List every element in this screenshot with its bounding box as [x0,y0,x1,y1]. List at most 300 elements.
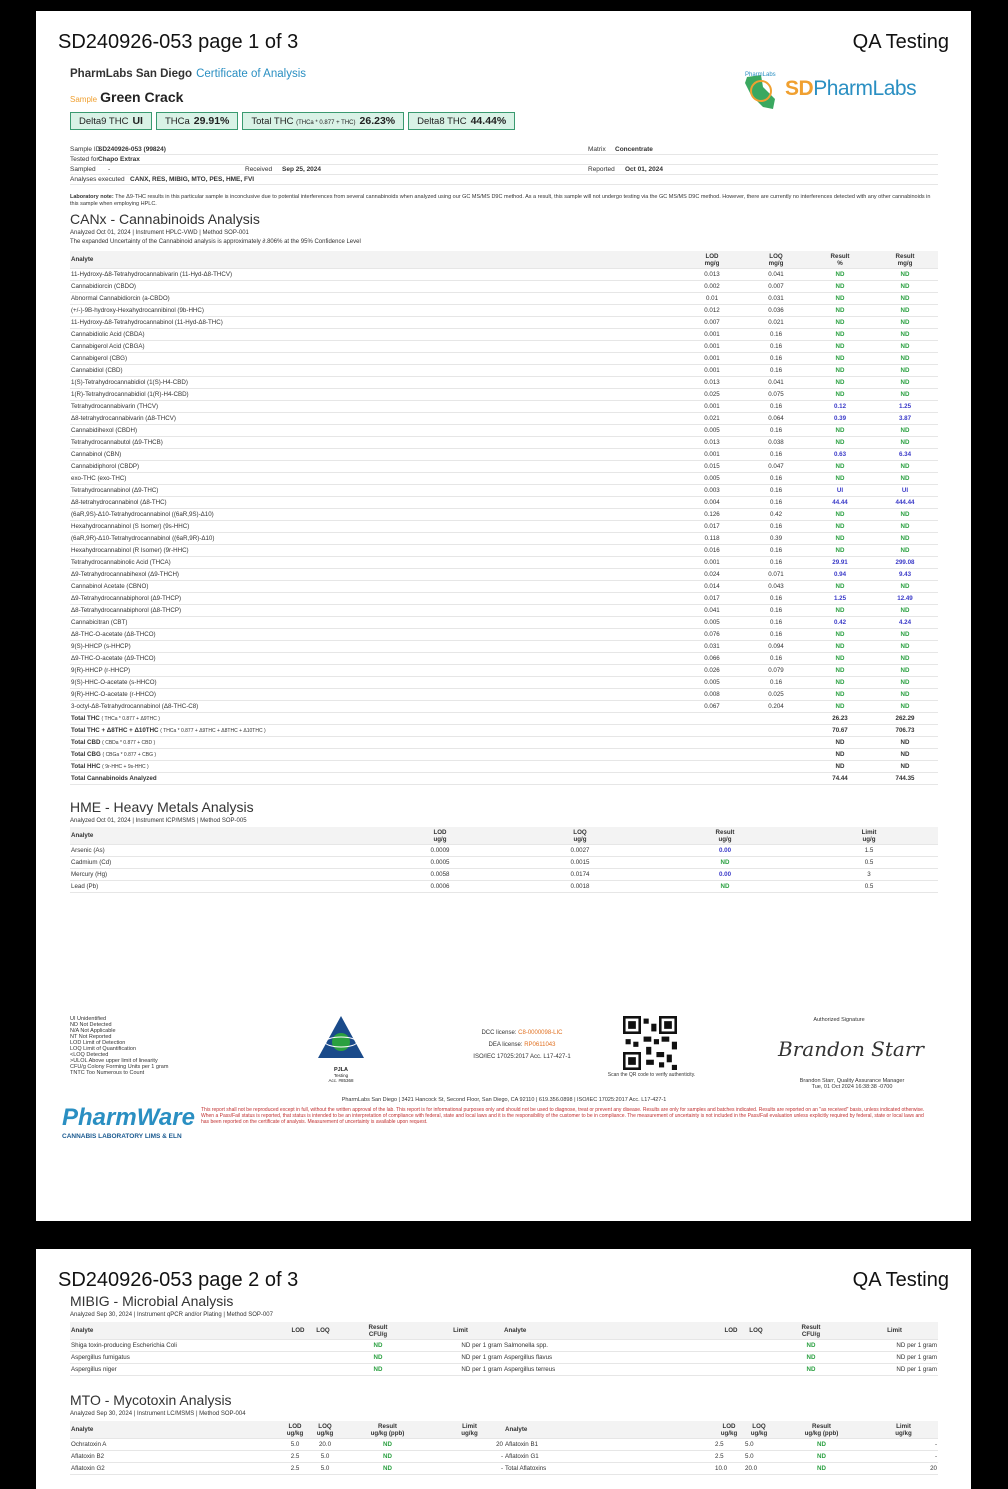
table-cell: 0.001 [680,557,744,569]
pharmware-tagline: CANNABIS LABORATORY LIMS & ELN [62,1133,182,1140]
total-formula: ( CBGa * 0.877 + CBG ) [102,752,157,758]
table-cell: 6.34 [872,449,938,461]
table-cell: 10.0 [714,1463,744,1475]
table-cell: Arsenic (As) [70,845,370,857]
table-cell: ND [340,1439,435,1451]
total-formula: ( THCa * 0.877 + Δ9THC + Δ8THC + Δ10THC ) [160,728,266,734]
table-row [70,1364,938,1376]
table-row [70,425,938,437]
info-row [70,145,938,155]
legend-item: >ULOL Above upper limit of linearity [70,1058,158,1064]
table-cell [741,1352,771,1364]
pill-label: Delta8 THC [417,116,467,127]
table-row [70,617,938,629]
table-cell: 0.001 [680,341,744,353]
table-cell: Cannabidihexol (CBDH) [70,425,680,437]
table-cell: ND [771,1364,851,1376]
table-row [70,1463,938,1475]
table-row [70,1352,938,1364]
table-cell [744,737,808,749]
table-cell: ND per 1 gram [851,1340,938,1352]
table-cell: 0.071 [744,569,808,581]
table-cell: 2.5 [714,1439,744,1451]
table-cell: 0.16 [744,545,808,557]
table-cell: 9(R)-HHC-O-acetate (r-HHCO) [70,689,680,701]
column-header: LOD ug/g [370,827,510,845]
table-cell: Cannabidiolic Acid (CBDA) [70,329,680,341]
table-cell: 1(S)-Tetrahydrocannabidiol (1(S)-H4-CBD) [70,377,680,389]
table-cell: ND [872,581,938,593]
dcc-value: C8-0000098-LIC [518,1030,563,1036]
column-header: Analyte [70,251,680,269]
table-cell: 0.017 [680,593,744,605]
column-header: Result mg/g [872,251,938,269]
table-cell: 9.43 [872,569,938,581]
column-header: Analyte [504,1421,714,1439]
table-cell: 0.204 [744,701,808,713]
pjla-badge [316,1014,366,1084]
table-cell: ND [338,1352,418,1364]
table-row [70,353,938,365]
table-row [70,509,938,521]
table-cell [308,1364,338,1376]
table-cell: ND [808,689,872,701]
lab-name-text: PharmLabs San Diego [70,68,193,80]
table-cell: 0.001 [680,329,744,341]
table-row [70,593,938,605]
column-header: Limit ug/kg [869,1421,938,1439]
column-header: LOD [288,1322,308,1340]
table-cell: 0.0005 [370,857,510,869]
table-cell [721,1340,741,1352]
legend-item: <LOQ Detected [70,1052,109,1058]
canx-table [70,251,938,785]
table-row [70,605,938,617]
table-cell: 0.16 [744,401,808,413]
sampled-label: Sampled [70,166,96,173]
table-row [70,869,938,881]
table-cell: ND [774,1463,869,1475]
table-cell [721,1364,741,1376]
table-cell: 29.91 [808,557,872,569]
table-cell: ND [808,353,872,365]
table-cell: 0.007 [744,281,808,293]
pill-value: 44.44% [470,115,507,127]
table-cell: Cannabicitran (CBT) [70,617,680,629]
table-cell: ND [872,509,938,521]
column-header: Analyte [70,1421,280,1439]
table-row [70,449,938,461]
table-cell: 0.041 [680,605,744,617]
table-cell: 9(S)-HHC-O-acetate (s-HHCO) [70,677,680,689]
table-cell: ND [872,545,938,557]
pill-value: 26.23% [359,115,396,127]
table-cell: ND [872,473,938,485]
table-cell: ND [808,737,872,749]
table-cell: 0.5 [800,857,938,869]
table-cell: Δ9-Tetrahydrocannabihexol (Δ9-THCH) [70,569,680,581]
coa-label: Certificate of Analysis [196,68,306,80]
sample-id-value: SD240926-053 (99824) [98,146,166,153]
canx-title: CANx - Cannabinoids Analysis [70,211,260,227]
table-cell: 0.024 [680,569,744,581]
sample-name-value: Green Crack [100,89,184,105]
total-row [70,737,938,749]
total-label: Total THC + Δ8THC + Δ10THC ( THCa * 0.877 + Δ9THC + Δ8THC + Δ10THC ) [70,725,680,737]
table-row [70,677,938,689]
table-cell: Aspergillus fumigatus [70,1352,288,1364]
table-cell: 2.5 [280,1463,310,1475]
table-cell: 0.16 [744,449,808,461]
analyses-label: Analyses executed [70,176,125,183]
table-cell: Total Aflatoxins [504,1463,714,1475]
sample-name [70,89,183,107]
column-header: LOQ ug/g [510,827,650,845]
note-text: The Δ9-THC results in this particular sample is inconclusive due to potential interferences from several cannabinoids when analyzed using our GC MS/MS D9C method. As a result, this sample will not undergo testing via the GC MS/MS D9C method. However, there are currently no interferences detected with any other cannabinoids in this sample when employing HPLC. [70,194,931,207]
table-cell: 0.013 [680,437,744,449]
table-cell: 444.44 [872,497,938,509]
qr-code-icon[interactable] [623,1016,677,1070]
table-cell: 2.5 [280,1451,310,1463]
table-cell: UI [808,485,872,497]
table-cell: 5.0 [310,1451,340,1463]
table-cell: ND [872,461,938,473]
table-cell: ND [650,881,800,893]
table-cell: ND [808,665,872,677]
table-cell: ND [872,329,938,341]
pill-label: Total THC [251,116,294,127]
column-header: Result % [808,251,872,269]
table-row [70,533,938,545]
table-cell: Shiga toxin-producing Escherichia Coli [70,1340,288,1352]
table-cell: 706.73 [872,725,938,737]
table-cell: ND per 1 gram [418,1364,503,1376]
table-cell: 0.005 [680,425,744,437]
column-header: Limit [418,1322,503,1340]
table-cell: 744.35 [872,773,938,785]
table-cell: 0.63 [808,449,872,461]
table-cell: 0.031 [680,641,744,653]
column-header: Result CFU/g [771,1322,851,1340]
table-cell: ND [808,365,872,377]
qr-caption: Scan the QR code to verify authenticity. [607,1072,696,1078]
table-cell: Cannabinol Acetate (CBNO) [70,581,680,593]
hme-subtitle: Analyzed Oct 01, 2024 | Instrument ICP/MSMS | Method SOP-005 [70,818,247,824]
table-cell: 0.01 [680,293,744,305]
table-cell: ND [771,1340,851,1352]
column-header: LOQ ug/kg [310,1421,340,1439]
table-cell [744,725,808,737]
mto-title: MTO - Mycotoxin Analysis [70,1392,232,1408]
table-cell: 5.0 [280,1439,310,1451]
table-cell: ND [872,761,938,773]
table-cell [680,725,744,737]
total-formula: ( THCa * 0.877 + Δ9THC ) [101,716,160,722]
table-cell: Cannabinol (CBN) [70,449,680,461]
table-cell: Aspergillus niger [70,1364,288,1376]
total-label: Total CBD ( CBDa * 0.877 + CBD ) [70,737,680,749]
column-header: Limit [851,1322,938,1340]
total-row [70,713,938,725]
table-cell [680,737,744,749]
pjla-logo-icon [316,1014,366,1062]
hme-title: HME - Heavy Metals Analysis [70,799,254,815]
table-row [70,413,938,425]
table-cell: 0.0174 [510,869,650,881]
table-row [70,557,938,569]
table-cell: 0.00 [650,869,800,881]
table-cell: 0.005 [680,677,744,689]
table-cell [680,749,744,761]
pill-label: Delta9 THC [79,116,129,127]
table-cell: 0.079 [744,665,808,677]
table-cell: ND [872,341,938,353]
table-cell: 0.017 [680,521,744,533]
table-row [70,1439,938,1451]
table-cell: Δ9-THC-O-acetate (Δ9-THCO) [70,653,680,665]
table-cell: Cannabigerol (CBG) [70,353,680,365]
table-row [70,389,938,401]
table-cell: ND [808,581,872,593]
logo-text [785,77,916,101]
pjla-sub: Testing [333,1073,349,1078]
table-cell: 0.118 [680,533,744,545]
table-cell: UI [872,485,938,497]
table-cell: ND [872,317,938,329]
table-cell: 0.094 [744,641,808,653]
logo-rest: PharmLabs [813,77,917,100]
table-cell: ND [808,605,872,617]
column-header: Analyte [70,827,370,845]
table-cell: Δ8-THC-O-acetate (Δ8-THCO) [70,629,680,641]
table-cell: Δ8-tetrahydrocannabivarin (Δ8-THCV) [70,413,680,425]
tested-for-value: Chapo Extrax [98,156,140,163]
table-cell: 0.075 [744,389,808,401]
signatory-name: Brandon Starr, Quality Assurance Manager [799,1078,905,1084]
pharmware-text: PharmWare [62,1104,195,1131]
pjla-name: PJLA [333,1067,349,1073]
sample-id-label: Sample ID [70,146,101,153]
table-cell: ND [808,461,872,473]
table-cell: ND [771,1352,851,1364]
table-cell: ND [872,749,938,761]
lab-name [70,68,306,80]
table-cell [721,1352,741,1364]
coa-page-2 [36,1249,971,1489]
table-row [70,881,938,893]
total-label: Total THC ( THCa * 0.877 + Δ9THC ) [70,713,680,725]
table-row [70,701,938,713]
table-cell: 0.16 [744,605,808,617]
table-cell: ND [774,1439,869,1451]
table-cell: Lead (Pb) [70,881,370,893]
table-cell: 3-octyl-Δ8-Tetrahydrocannabinol (Δ8-THC-C8) [70,701,680,713]
table-cell: 0.064 [744,413,808,425]
table-cell: 0.16 [744,329,808,341]
table-cell: 0.0018 [510,881,650,893]
table-cell: ND [338,1340,418,1352]
table-cell: 0.041 [744,377,808,389]
table-cell: 0.041 [744,269,808,281]
dea-value: RP0611043 [524,1042,556,1048]
pill-total-thc [242,112,404,130]
table-cell [308,1340,338,1352]
table-cell: ND [808,473,872,485]
table-cell: 3.87 [872,413,938,425]
table-cell: 0.008 [680,689,744,701]
table-cell: ND [872,629,938,641]
table-cell: 0.003 [680,485,744,497]
table-cell: Tetrahydrocannabivarin (THCV) [70,401,680,413]
table-cell [741,1340,771,1352]
total-row [70,749,938,761]
disclaimer: This report shall not be reproduced except in full, without the written approval of the lab. This report is for informational purposes only and should not be used to diagnose, treat or prevent any disease. Results are only for samples and batches indicated. Results are reported on an "as received" basis, unless indicated otherwise. When a Pass/Fail status is reported, that status is intended to be an interpretation of compliance with federal, state and local laws and it is the responsibility of the customer to be in compliance. The measurement of uncertainty is not included in the Pass/Fail evaluation unless explicitly required by federal, state or local laws and has been reported on the certificate of analysis. Measurement of uncertainty is available upon request. [201,1107,925,1125]
table-cell: Aspergillus flavus [503,1352,721,1364]
table-cell: 0.0027 [510,845,650,857]
table-cell: ND [808,329,872,341]
table-row [70,473,938,485]
table-cell: ND [872,701,938,713]
authorized-signature-label: Authorized Signature [813,1017,865,1023]
table-cell: Tetrahydrocannabinol (Δ9-THC) [70,485,680,497]
table-cell: ND [338,1364,418,1376]
table-cell: 0.005 [680,617,744,629]
info-row [70,165,938,175]
table-cell: exo-THC (exo-THC) [70,473,680,485]
table-cell: (+/-)-9B-hydroxy-Hexahydrocannibinol (9b-HHC) [70,305,680,317]
table-row [70,497,938,509]
table-cell: 0.16 [744,425,808,437]
table-cell: (6aR,9R)-Δ10-Tetrahydrocannabinol ((6aR,9R)-Δ10) [70,533,680,545]
table-cell: ND [808,677,872,689]
legend-item: LOQ Limit of Quantification [70,1046,137,1052]
table-cell: ND [808,425,872,437]
table-cell: 9(S)-HHCP (s-HHCP) [70,641,680,653]
table-row [70,437,938,449]
table-cell: ND [808,641,872,653]
table-cell: 0.0009 [370,845,510,857]
table-cell: - [869,1451,938,1463]
table-cell: ND per 1 gram [851,1352,938,1364]
table-row [70,545,938,557]
qa-testing-label: QA Testing [852,31,949,53]
table-cell: (6aR,9S)-Δ10-Tetrahydrocannabinol ((6aR,9S)-Δ10) [70,509,680,521]
mibig-subtitle: Analyzed Sep 30, 2024 | Instrument qPCR and/or Plating | Method SOP-007 [70,1312,273,1318]
table-cell: ND [872,689,938,701]
column-header: LOD ug/kg [280,1421,310,1439]
legend-item: NT Not Reported [70,1034,112,1040]
table-cell: Cannabigerol Acid (CBGA) [70,341,680,353]
table-cell: 0.16 [744,593,808,605]
table-cell: 12.49 [872,593,938,605]
column-header: Result ug/kg (ppb) [774,1421,869,1439]
table-cell: ND [872,269,938,281]
table-row [70,293,938,305]
column-header: LOD [721,1322,741,1340]
sample-info [70,145,938,185]
table-cell: Cannabidiphorol (CBDP) [70,461,680,473]
table-cell: Cannabidiol (CBD) [70,365,680,377]
table-cell: ND [872,437,938,449]
table-cell: ND [808,521,872,533]
table-cell: Aflatoxin B2 [70,1451,280,1463]
table-cell: ND [872,737,938,749]
table-cell: ND [808,629,872,641]
table-cell: ND [808,533,872,545]
column-header: LOD ug/kg [714,1421,744,1439]
dcc-license [444,1027,600,1039]
table-cell: ND [872,533,938,545]
signature: Brandon Starr [778,1037,924,1061]
analyses-value: CANX, RES, MIBIG, MTO, PES, HME, FVI [130,176,255,183]
canx-uncertainty: The expanded Uncertainty of the Cannabinoid analysis is approximately ∂.806% at the 95% Confidence Level [70,239,361,245]
laboratory-note [70,194,938,208]
table-cell: ND per 1 gram [418,1352,503,1364]
tested-for-label: Tested for [70,156,99,163]
table-cell: Mercury (Hg) [70,869,370,881]
pill-delta9-thc [70,112,152,130]
table-cell [744,713,808,725]
table-cell: 0.0015 [510,857,650,869]
table-cell [288,1340,308,1352]
table-cell: Cannabidiorcin (CBDO) [70,281,680,293]
info-row [70,155,938,165]
table-row [70,329,938,341]
table-cell: 20.0 [744,1463,774,1475]
table-cell: Δ9-Tetrahydrocannabiphorol (Δ9-THCP) [70,593,680,605]
total-formula: ( 9r-HHC + 9s-HHC ) [102,764,149,770]
table-cell [741,1364,771,1376]
reported-value: Oct 01, 2024 [625,166,663,173]
table-cell: 0.031 [744,293,808,305]
table-cell: 262.29 [872,713,938,725]
table-cell: 0.021 [680,413,744,425]
table-cell: 0.16 [744,497,808,509]
table-row [70,641,938,653]
table-cell: ND [808,509,872,521]
table-cell: ND [872,389,938,401]
iso-accreditation: ISO/IEC 17025:2017 Acc. L17-427-1 [473,1054,571,1060]
table-cell [680,773,744,785]
table-cell: 0.012 [680,305,744,317]
table-row [70,377,938,389]
table-cell [744,761,808,773]
table-row [70,401,938,413]
received-value: Sep 25, 2024 [282,166,322,173]
table-cell: 0.001 [680,353,744,365]
sdpharmlabs-logo [739,69,935,113]
table-cell: 2.5 [714,1451,744,1463]
table-cell: Tetrahydrocannabinolic Acid (THCA) [70,557,680,569]
table-cell: 0.004 [680,497,744,509]
table-cell: ND [872,353,938,365]
table-cell: 0.0058 [370,869,510,881]
table-cell: 74.44 [808,773,872,785]
table-cell: 0.16 [744,653,808,665]
table-cell: ND [340,1451,435,1463]
table-cell: 0.025 [744,689,808,701]
table-cell: 0.043 [744,581,808,593]
table-cell: ND [808,545,872,557]
table-cell: 26.23 [808,713,872,725]
total-label: Total CBG ( CBGa * 0.877 + CBG ) [70,749,680,761]
mto-subtitle: Analyzed Sep 30, 2024 | Instrument LC/MSMS | Method SOP-004 [70,1411,246,1417]
hme-table [70,827,938,893]
column-header: LOQ [308,1322,338,1340]
table-cell: 0.16 [744,365,808,377]
table-cell: ND [872,605,938,617]
table-row [70,317,938,329]
